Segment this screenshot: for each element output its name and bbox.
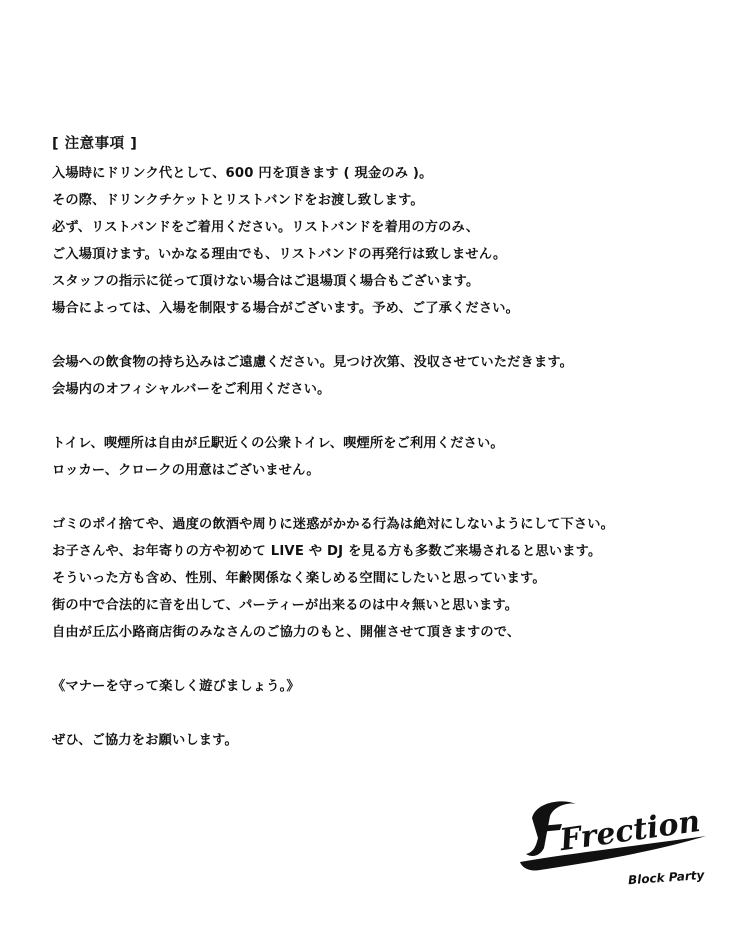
paragraph-admission bbox=[52, 160, 722, 322]
paragraph-line: ゴミのポイ捨てや、過度の飲酒や周りに迷惑がかかる行為は絶対にしないようにして下さい。 bbox=[52, 517, 615, 532]
logo-sub-text: Block Party bbox=[627, 867, 705, 888]
paragraph-line: そういった方も含め、性別、年齢関係なく楽しめる空間にしたいと思っています。 bbox=[52, 571, 546, 586]
paragraph-facilities bbox=[52, 430, 722, 484]
paragraph-food-drink bbox=[52, 349, 722, 403]
paragraph-line: 入場時にドリンク代として、600 円を頂きます ( 現金のみ )。 bbox=[52, 166, 433, 181]
paragraph-closing bbox=[52, 727, 722, 754]
paragraph-line: 会場内のオフィシャルバーをご利用ください。 bbox=[52, 382, 331, 397]
paragraph-manners bbox=[52, 511, 722, 646]
paragraph-line: 自由が丘広小路商店街のみなさんのご協力のもと、開催させて頂きますので、 bbox=[52, 625, 521, 640]
paragraph-line: 《マナーを守って楽しく遊びましょう。》 bbox=[52, 679, 300, 694]
paragraph-line: スタッフの指示に従って頂けない場合はご退場頂く場合もございます。 bbox=[52, 274, 480, 289]
frection-logo bbox=[510, 790, 710, 890]
paragraph-line: その際、ドリンクチケットとリストバンドをお渡し致します。 bbox=[52, 193, 424, 208]
paragraph-line: 街の中で合法的に音を出して、パーティーが出来るのは中々無いと思います。 bbox=[52, 598, 519, 613]
paragraph-line: 会場への飲食物の持ち込みはご遠慮ください。見つけ次第、没収させていただきます。 bbox=[52, 355, 574, 370]
paragraph-line: 必ず、リストバンドをご着用ください。リストバンドを着用の方のみ、 bbox=[52, 220, 480, 235]
paragraph-line: ぜひ、ご協力をお願いします。 bbox=[52, 733, 238, 748]
paragraph-slogan bbox=[52, 673, 722, 700]
paragraph-line: 場合によっては、入場を制限する場合がございます。予め、ご了承ください。 bbox=[52, 301, 519, 316]
paragraph-line: ご入場頂けます。いかなる理由でも、リストバンドの再発行は致しません。 bbox=[52, 247, 507, 262]
paragraph-line: ロッカー、クロークの用意はございません。 bbox=[52, 463, 320, 478]
notice-heading: [ 注意事項 ] bbox=[52, 136, 138, 152]
paragraph-line: お子さんや、お年寄りの方や初めて LIVE や DJ を見る方も多数ご来場されると思います。 bbox=[52, 544, 602, 559]
paragraph-line: トイレ、喫煙所は自由が丘駅近くの公衆トイレ、喫煙所をご利用ください。 bbox=[52, 436, 504, 451]
frection-logo-graphic bbox=[510, 790, 710, 890]
notice-document bbox=[52, 134, 722, 781]
logo-main-text: Frection bbox=[557, 803, 703, 859]
